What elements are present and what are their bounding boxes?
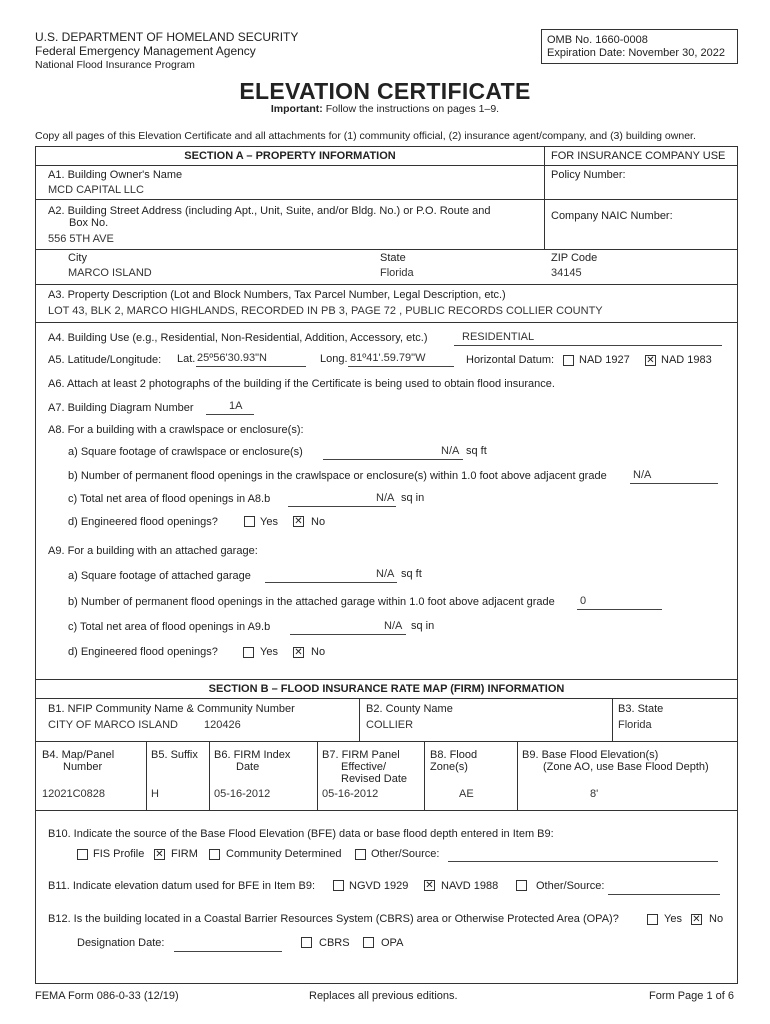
b1-label: B1. NFIP Community Name & Community Number — [48, 703, 295, 715]
a1-owner-name[interactable]: MCD CAPITAL LLC — [48, 184, 144, 196]
firm-label: FIRM — [171, 848, 198, 860]
a9d-no-label: No — [311, 646, 326, 658]
b4-label: B4. Map/Panel — [42, 749, 115, 761]
a2-street-address[interactable]: 556 5TH AVE — [48, 233, 114, 245]
b10-label: B10. Indicate the source of the Base Flood Elevation (BFE) data or base flood depth entered in Item B9: — [48, 828, 554, 840]
page-title: ELEVATION CERTIFICATE — [239, 78, 531, 104]
important-text: Follow the instructions on pages 1–9. — [325, 103, 500, 115]
b12-no-label: No — [709, 913, 724, 925]
designation-date-field[interactable] — [174, 951, 282, 952]
a8c-label: c) Total net area of flood openings in A8.b — [68, 493, 271, 505]
important-note — [0, 103, 770, 115]
a9a-unit: sq ft — [401, 568, 422, 580]
a8d-yes-label: Yes — [260, 516, 278, 528]
section-a-title: SECTION A – PROPERTY INFORMATION — [184, 150, 396, 162]
form-number: FEMA Form 086-0-33 (12/19) — [35, 990, 179, 1002]
a8b-value[interactable]: N/A — [633, 469, 652, 481]
community-determined-checkbox[interactable] — [209, 849, 220, 860]
b4-map-panel-number[interactable]: 12021C0828 — [42, 788, 106, 800]
b7-label-cont: Effective/ — [341, 761, 387, 773]
expiration-date: Expiration Date: November 30, 2022 — [547, 47, 725, 59]
a9-label: A9. For a building with an attached garage: — [48, 545, 258, 557]
a8c-unit: sq in — [401, 492, 425, 504]
city-value[interactable]: MARCO ISLAND — [68, 267, 152, 279]
a9d-yes-checkbox[interactable] — [243, 647, 254, 658]
fis-profile-checkbox[interactable] — [77, 849, 88, 860]
b5-suffix[interactable]: H — [151, 788, 159, 800]
a8d-label: d) Engineered flood openings? — [68, 516, 218, 528]
a6-label: A6. Attach at least 2 photographs of the building if the Certificate is being used to obtain flood insurance. — [48, 378, 555, 390]
b3-label: B3. State — [618, 703, 664, 715]
a9b-value[interactable]: 0 — [580, 595, 587, 607]
a8a-unit: sq ft — [466, 445, 487, 457]
b7-label: B7. FIRM Panel — [322, 749, 400, 761]
nad1927-checkbox[interactable] — [563, 355, 574, 366]
a9d-yes-label: Yes — [260, 646, 278, 658]
b5-label: B5. Suffix — [151, 749, 198, 761]
a9c-label: c) Total net area of flood openings in A9.b — [68, 621, 271, 633]
omb-box — [541, 29, 738, 64]
a2-label-cont: Box No. — [69, 217, 109, 229]
b12-label: B12. Is the building located in a Coastal Barrier Resources System (CBRS) area or Otherwise Protected Area (OPA)? — [48, 913, 619, 925]
b6-label-cont: Date — [236, 761, 260, 773]
a8-label: A8. For a building with a crawlspace or enclosure(s): — [48, 424, 304, 436]
a9b-label: b) Number of permanent flood openings in the attached garage within 1.0 foot above adjacent grade — [68, 596, 555, 608]
state-label: State — [380, 252, 406, 264]
zip-value[interactable]: 34145 — [551, 267, 582, 279]
b11-other-checkbox[interactable] — [516, 880, 527, 891]
cbrs-checkbox[interactable] — [301, 937, 312, 948]
naic-number-label: Company NAIC Number: — [551, 210, 673, 222]
b7-label-cont2: Revised Date — [341, 773, 408, 785]
a4-building-use[interactable]: RESIDENTIAL — [462, 331, 535, 343]
b12-yes-label: Yes — [664, 913, 682, 925]
designation-date-label: Designation Date: — [77, 937, 165, 949]
a8d-no-label: No — [311, 516, 326, 528]
b10-other-checkbox[interactable] — [355, 849, 366, 860]
important-label: Important: — [270, 103, 323, 115]
longitude-value[interactable]: 81º41'.59.79"W — [350, 352, 426, 364]
b1-community-name[interactable]: CITY OF MARCO ISLAND — [48, 719, 178, 731]
a8a-value[interactable]: N/A — [441, 445, 460, 457]
a9c-unit: sq in — [411, 620, 435, 632]
a9a-value[interactable]: N/A — [376, 568, 395, 580]
navd1988-label: NAVD 1988 — [441, 880, 499, 892]
cbrs-label: CBRS — [319, 937, 350, 949]
long-label: Long. — [320, 353, 348, 365]
zip-label: ZIP Code — [551, 252, 598, 264]
opa-label: OPA — [381, 937, 404, 949]
a9d-label: d) Engineered flood openings? — [68, 646, 218, 658]
a3-property-description[interactable]: LOT 43, BLK 2, MARCO HIGHLANDS, RECORDED IN PB 3, PAGE 72 , PUBLIC RECORDS COLLIER COUNTY — [48, 305, 603, 317]
ngvd1929-checkbox[interactable] — [333, 880, 344, 891]
a7-diagram-number[interactable]: 1A — [229, 400, 243, 412]
firm-checkbox[interactable] — [154, 849, 165, 860]
a8a-label: a) Square footage of crawlspace or enclosure(s) — [68, 446, 303, 458]
nad1983-label: NAD 1983 — [661, 354, 712, 366]
b3-state[interactable]: Florida — [618, 719, 652, 731]
b8-label: B8. Flood — [430, 749, 478, 761]
navd1988-checkbox[interactable] — [424, 880, 435, 891]
copy-note: Copy all pages of this Elevation Certificate and all attachments for (1) community official, (2) insurance agent/company, and (3) building owner. — [35, 130, 696, 142]
replaces-note: Replaces all previous editions. — [309, 990, 458, 1002]
agency-name: Federal Emergency Management Agency — [35, 44, 256, 58]
b8-label-cont: Zone(s) — [430, 761, 468, 773]
ngvd1929-label: NGVD 1929 — [349, 880, 409, 892]
a8b-label: b) Number of permanent flood openings in the crawlspace or enclosure(s) within 1.0 foot above adjacent grade — [68, 470, 607, 482]
dept-name: U.S. DEPARTMENT OF HOMELAND SECURITY — [35, 30, 299, 44]
nad1983-checkbox[interactable] — [645, 355, 656, 366]
b10-other-field[interactable] — [448, 861, 718, 862]
opa-checkbox[interactable] — [363, 937, 374, 948]
a8d-yes-checkbox[interactable] — [244, 516, 255, 527]
b6-firm-index-date[interactable]: 05-16-2012 — [214, 788, 271, 800]
latitude-value[interactable]: 25º56'30.93"N — [197, 352, 267, 364]
b2-label: B2. County Name — [366, 703, 453, 715]
b7-firm-panel-date[interactable]: 05-16-2012 — [322, 788, 379, 800]
a8d-no-checkbox[interactable] — [293, 516, 304, 527]
a4-label: A4. Building Use (e.g., Residential, Non-Residential, Addition, Accessory, etc.) — [48, 332, 428, 344]
a5-label: A5. Latitude/Longitude: — [48, 354, 162, 366]
program-name: National Flood Insurance Program — [35, 59, 195, 71]
a3-label: A3. Property Description (Lot and Block Numbers, Tax Parcel Number, Legal Description, etc.) — [48, 289, 506, 301]
horizontal-datum-label: Horizontal Datum: — [466, 354, 555, 366]
a9c-value[interactable]: N/A — [384, 620, 403, 632]
b9-label: B9. Base Flood Elevation(s) — [522, 749, 659, 761]
b10-other-label: Other/Source: — [371, 848, 440, 860]
b1-community-number[interactable]: 120426 — [204, 719, 241, 731]
a8c-value[interactable]: N/A — [376, 492, 395, 504]
a1-label: A1. Building Owner's Name — [48, 169, 183, 181]
insurance-use-label: FOR INSURANCE COMPANY USE — [551, 150, 726, 162]
a9a-label: a) Square footage of attached garage — [68, 570, 251, 582]
b9-base-flood-elevation[interactable]: 8' — [590, 788, 599, 800]
policy-number-label: Policy Number: — [551, 169, 626, 181]
b8-flood-zone[interactable]: AE — [459, 788, 474, 800]
page-number: Form Page 1 of 6 — [649, 990, 734, 1002]
b4-label-cont: Number — [63, 761, 103, 773]
lat-label: Lat. — [177, 353, 196, 365]
omb-number: OMB No. 1660-0008 — [547, 34, 648, 46]
section-b-title: SECTION B – FLOOD INSURANCE RATE MAP (FIRM) INFORMATION — [208, 683, 565, 695]
b9-label-cont: (Zone AO, use Base Flood Depth) — [543, 761, 709, 773]
b2-county-name[interactable]: COLLIER — [366, 719, 414, 731]
state-value[interactable]: Florida — [380, 267, 414, 279]
b6-label: B6. FIRM Index — [214, 749, 291, 761]
a2-label: A2. Building Street Address (including Apt., Unit, Suite, and/or Bldg. No.) or P.O. Route and — [48, 205, 491, 217]
b11-other-label: Other/Source: — [536, 880, 605, 892]
a7-label: A7. Building Diagram Number — [48, 402, 194, 414]
a9d-no-checkbox[interactable] — [293, 647, 304, 658]
b12-yes-checkbox[interactable] — [647, 914, 658, 925]
b11-label: B11. Indicate elevation datum used for BFE in Item B9: — [48, 880, 315, 892]
nad1927-label: NAD 1927 — [579, 354, 630, 366]
fis-profile-label: FIS Profile — [93, 848, 145, 860]
city-label: City — [68, 252, 87, 264]
community-determined-label: Community Determined — [226, 848, 342, 860]
b12-no-checkbox[interactable] — [691, 914, 702, 925]
b11-other-field[interactable] — [608, 894, 720, 895]
